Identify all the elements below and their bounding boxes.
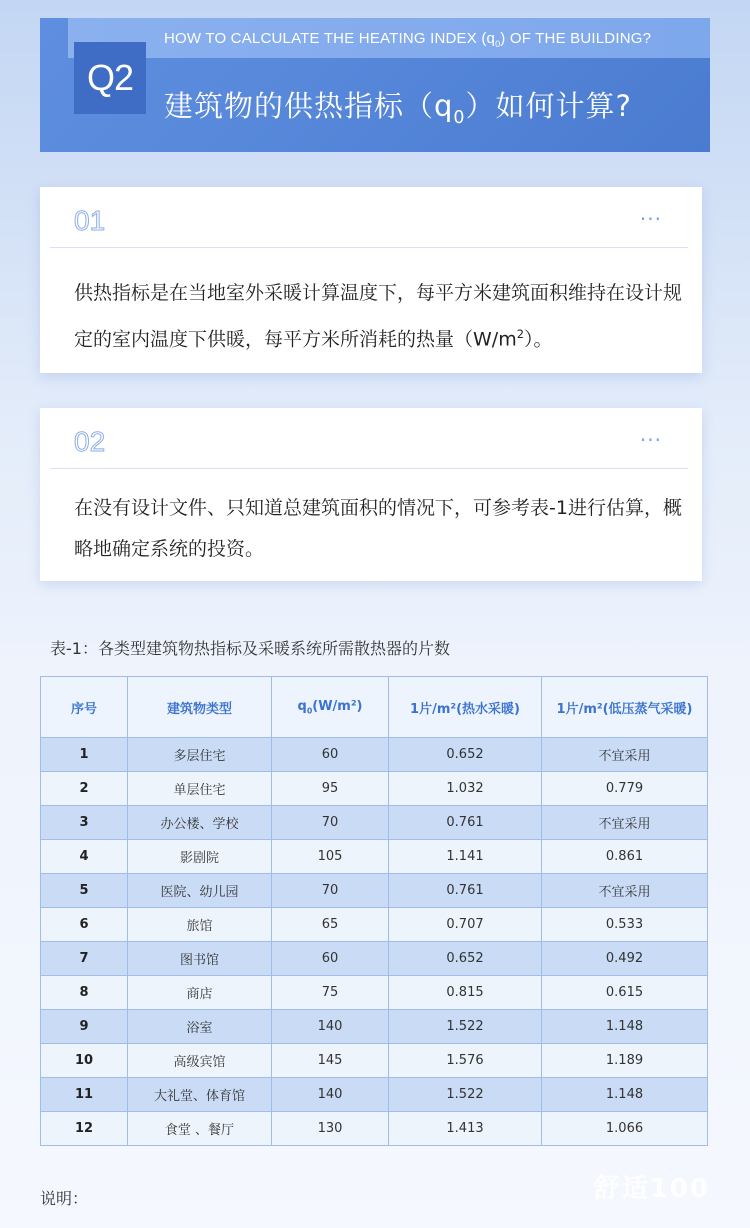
cell-steam: 1.066: [542, 1112, 708, 1146]
cell-q0: 65: [272, 908, 389, 942]
cell-q0: 105: [272, 840, 389, 874]
cell-hot-water: 0.652: [389, 942, 542, 976]
more-dots-icon: ···: [639, 428, 662, 452]
cell-index: 11: [41, 1078, 128, 1112]
table-row: [41, 1044, 708, 1078]
cell-hot-water: 1.576: [389, 1044, 542, 1078]
cell-building-type: 办公楼、学校: [128, 806, 272, 840]
cell-building-type: 旅馆: [128, 908, 272, 942]
cell-building-type: 商店: [128, 976, 272, 1010]
cell-index: 9: [41, 1010, 128, 1044]
cell-q0: 140: [272, 1078, 389, 1112]
question-badge: Q2: [74, 42, 146, 114]
cell-index: 4: [41, 840, 128, 874]
table-row: [41, 840, 708, 874]
watermark-logo: 舒适100: [593, 1174, 710, 1204]
cell-building-type: 单层住宅: [128, 772, 272, 806]
cell-index: 3: [41, 806, 128, 840]
title-english: HOW TO CALCULATE THE HEATING INDEX $(q_0)$ OF THE BUILDING?: [164, 30, 652, 49]
cell-hot-water: 1.032: [389, 772, 542, 806]
table-row: [41, 1112, 708, 1146]
header-building-type: 建筑物类型: [128, 677, 272, 738]
table-row: [41, 908, 708, 942]
card-text: 供热指标是在当地室外采暖计算温度下，每平方米建筑面积维持在设计规定的室内温度下供暖，每平方米所消耗的热量$(W/m^2)$。: [74, 282, 683, 351]
cell-building-type: 高级宾馆: [128, 1044, 272, 1078]
cell-building-type: 大礼堂、体育馆: [128, 1078, 272, 1112]
table-caption: 表-1：各类型建筑物热指标及采暖系统所需散热器的片数: [50, 639, 450, 658]
cell-index: 5: [41, 874, 128, 908]
cell-steam: 0.492: [542, 942, 708, 976]
cell-q0: 140: [272, 1010, 389, 1044]
cell-q0: 130: [272, 1112, 389, 1146]
table-row: [41, 942, 708, 976]
cell-index: 10: [41, 1044, 128, 1078]
cell-q0: 75: [272, 976, 389, 1010]
cell-q0: 95: [272, 772, 389, 806]
card-number: 02: [74, 426, 106, 457]
cell-steam: 0.779: [542, 772, 708, 806]
cell-q0: 145: [272, 1044, 389, 1078]
cell-hot-water: 1.522: [389, 1078, 542, 1112]
cell-q0: 60: [272, 942, 389, 976]
more-dots-icon: ···: [639, 207, 662, 231]
cell-index: 12: [41, 1112, 128, 1146]
cell-hot-water: 0.761: [389, 874, 542, 908]
table-body: [41, 738, 708, 1146]
cell-building-type: 图书馆: [128, 942, 272, 976]
cell-steam: 1.148: [542, 1010, 708, 1044]
cell-building-type: 影剧院: [128, 840, 272, 874]
cell-hot-water: 0.652: [389, 738, 542, 772]
table-row: [41, 738, 708, 772]
cell-q0: 70: [272, 874, 389, 908]
cell-building-type: 浴室: [128, 1010, 272, 1044]
card-divider: [50, 247, 688, 248]
card-divider: [50, 468, 688, 469]
card-text: 在没有设计文件、只知道总建筑面积的情况下，可参考表-1进行估算，概略地确定系统的投资。: [74, 497, 682, 560]
heating-index-table: [40, 676, 708, 1146]
card-number: 01: [74, 205, 106, 236]
table-row: [41, 976, 708, 1010]
cell-q0: 60: [272, 738, 389, 772]
info-card-2: [40, 408, 702, 581]
cell-hot-water: 0.815: [389, 976, 542, 1010]
cell-steam: 1.148: [542, 1078, 708, 1112]
cell-q0: 70: [272, 806, 389, 840]
note-label: 说明：: [40, 1189, 89, 1208]
cell-hot-water: 1.141: [389, 840, 542, 874]
cell-steam: 0.615: [542, 976, 708, 1010]
cell-building-type: 多层住宅: [128, 738, 272, 772]
cell-steam: 不宜采用: [542, 738, 708, 772]
cell-steam: 0.861: [542, 840, 708, 874]
cell-hot-water: 1.522: [389, 1010, 542, 1044]
cell-index: 2: [41, 772, 128, 806]
header-steam: 1片/m²(低压蒸气采暖): [542, 677, 708, 738]
cell-index: 6: [41, 908, 128, 942]
table-row: [41, 806, 708, 840]
cell-steam: 0.533: [542, 908, 708, 942]
header-q0: $q_0(W/m^2)$: [272, 677, 389, 738]
cell-building-type: 医院、幼儿园: [128, 874, 272, 908]
table-header-row: [41, 677, 708, 738]
cell-hot-water: 0.761: [389, 806, 542, 840]
cell-building-type: 食堂 、餐厅: [128, 1112, 272, 1146]
header-hot-water: 1片/m²(热水采暖): [389, 677, 542, 738]
cell-index: 7: [41, 942, 128, 976]
table-row: [41, 1078, 708, 1112]
cell-steam: 1.189: [542, 1044, 708, 1078]
header-index: 序号: [41, 677, 128, 738]
info-card-1: [40, 187, 702, 373]
cell-index: 1: [41, 738, 128, 772]
cell-steam: 不宜采用: [542, 874, 708, 908]
title-chinese: 建筑物的供热指标$(q_0)$如何计算?: [164, 89, 632, 128]
cell-hot-water: 1.413: [389, 1112, 542, 1146]
cell-index: 8: [41, 976, 128, 1010]
table-row: [41, 1010, 708, 1044]
cell-hot-water: 0.707: [389, 908, 542, 942]
table-row: [41, 874, 708, 908]
cell-steam: 不宜采用: [542, 806, 708, 840]
table-row: [41, 772, 708, 806]
